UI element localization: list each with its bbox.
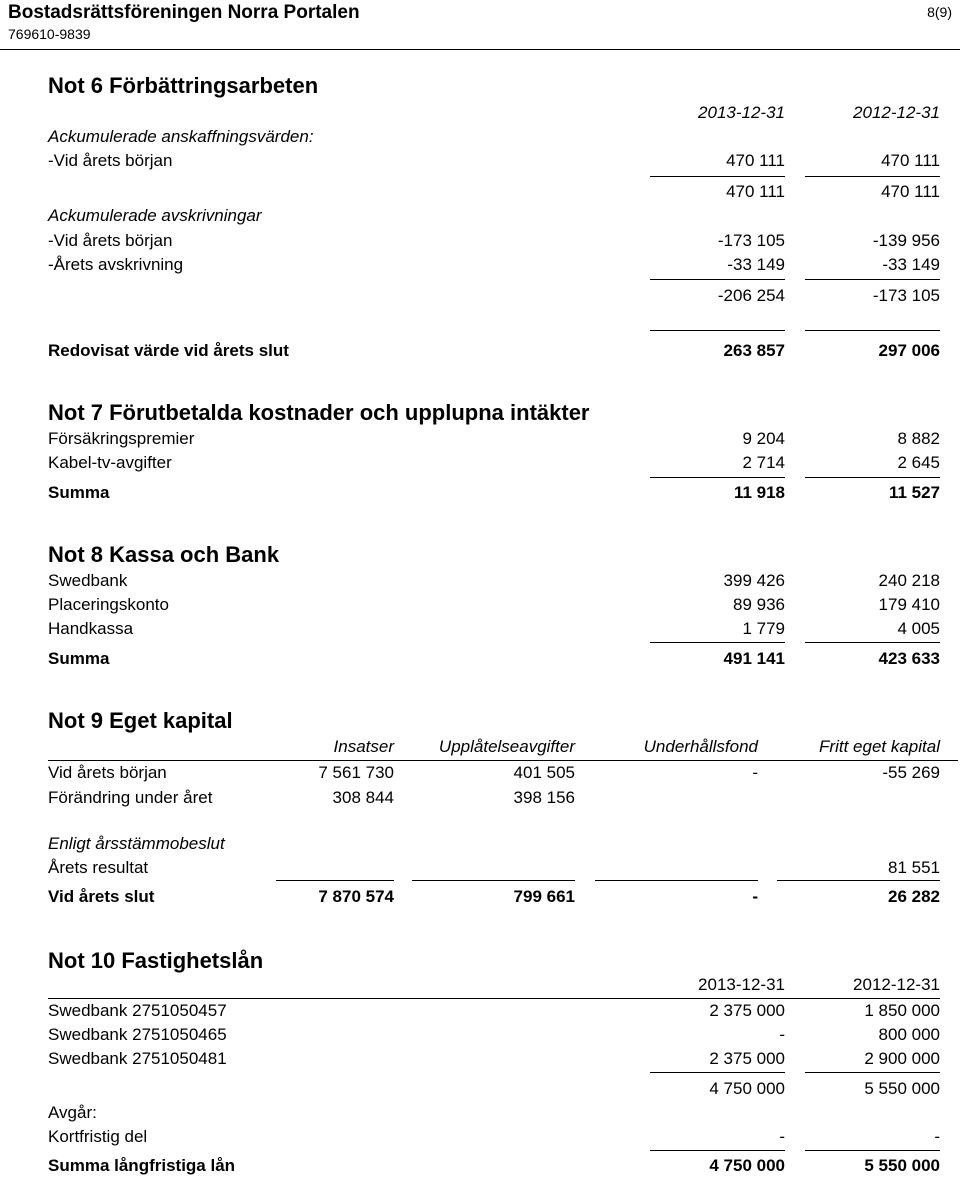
sum-rule (650, 1072, 785, 1073)
table-header-rule (48, 998, 940, 999)
note9-row-label: Vid årets början (48, 763, 167, 782)
note9-col-header: Fritt eget kapital (819, 737, 940, 756)
note8-sum-label: Summa (48, 649, 110, 668)
note7-row-label: Försäkringspremier (48, 429, 195, 448)
sum-rule (805, 279, 940, 280)
table-header-rule (48, 760, 958, 761)
note10-avgar-label: Avgår: (48, 1103, 97, 1122)
note10-row-value-2013: 2 375 000 (709, 1049, 785, 1068)
note8-row-value-2012: 240 218 (878, 571, 940, 590)
sum-rule (805, 1150, 940, 1151)
note6-row-label: -Årets avskrivning (48, 255, 184, 274)
note6-col-2012: 2012-12-31 (853, 103, 940, 122)
sum-rule (650, 279, 785, 280)
organization-number: 769610-9839 (8, 26, 91, 42)
note10-col-2012: 2012-12-31 (853, 975, 940, 994)
note9-stamma-label: Enligt årsstämmobeslut (48, 834, 225, 853)
note8-row-label: Handkassa (48, 619, 134, 638)
note9-col-header: Upplåtelseavgifter (438, 737, 575, 756)
note9-total-cell: - (752, 887, 758, 906)
note9-cell: 398 156 (513, 788, 575, 807)
note8-row-value-2013: 89 936 (733, 595, 785, 614)
note7-row-label: Kabel-tv-avgifter (48, 453, 172, 472)
sum-rule (650, 477, 785, 478)
note10-row-label: Kortfristig del (48, 1127, 148, 1146)
note9-cell: 308 844 (332, 788, 394, 807)
note9-cell: 7 561 730 (318, 763, 394, 782)
note10-total-label: Summa långfristiga lån (48, 1156, 236, 1175)
note6-row-value-2013: 470 111 (726, 151, 785, 170)
organization-name: Bostadsrättsföreningen Norra Portalen (8, 2, 360, 23)
note10-row-label: Swedbank 2751050465 (48, 1025, 227, 1044)
note10-subtotal-2012: 5 550 000 (864, 1079, 940, 1098)
sum-rule (777, 880, 940, 881)
note9-row-label: Årets resultat (48, 858, 149, 877)
note6-subtotal-2012: -173 105 (872, 286, 940, 305)
note6-total-label: Redovisat värde vid årets slut (48, 341, 289, 360)
note9-total-cell: 799 661 (513, 887, 575, 906)
note6-row-value-2012: -139 956 (872, 231, 940, 250)
sum-rule (805, 176, 940, 177)
note8-title: Not 8 Kassa och Bank (48, 542, 280, 567)
note6-subtotal-2013: 470 111 (726, 182, 785, 201)
note6-ack-avskr-label: Ackumulerade avskrivningar (48, 206, 262, 225)
note6-row-value-2012: -33 149 (882, 255, 940, 274)
note9-cell: - (752, 763, 758, 782)
note9-col-header: Insatser (333, 737, 394, 756)
note6-row-label: -Vid årets början (48, 231, 173, 250)
sum-rule (650, 176, 785, 177)
header-divider (0, 49, 960, 50)
note8-row-value-2012: 4 005 (897, 619, 940, 638)
note10-row-label: Swedbank 2751050481 (48, 1049, 227, 1068)
note7-sum-2013: 11 918 (733, 483, 785, 502)
sum-rule (650, 330, 785, 331)
note8-sum-2013: 491 141 (723, 649, 785, 668)
sum-rule (650, 642, 785, 643)
note9-cell: -55 269 (882, 763, 940, 782)
note8-row-value-2013: 399 426 (723, 571, 785, 590)
note10-row-value-2012: - (934, 1127, 940, 1146)
note6-row-value-2012: 470 111 (881, 151, 940, 170)
note6-row-value-2013: -33 149 (727, 255, 785, 274)
note8-row-value-2012: 179 410 (878, 595, 940, 614)
note6-ack-anskaff-label: Ackumulerade anskaffningsvärden: (48, 127, 314, 146)
note8-row-label: Swedbank (48, 571, 128, 590)
note9-total-cell: 7 870 574 (318, 887, 394, 906)
note6-subtotal-2013: -206 254 (717, 286, 785, 305)
note6-title: Not 6 Förbättringsarbeten (48, 73, 319, 98)
note10-row-value-2012: 2 900 000 (864, 1049, 940, 1068)
note7-sum-label: Summa (48, 483, 110, 502)
note10-total-2013: 4 750 000 (709, 1156, 785, 1175)
sum-rule (595, 880, 758, 881)
note9-cell: 401 505 (513, 763, 575, 782)
note7-row-value-2013: 2 714 (742, 453, 785, 472)
note9-cell: 81 551 (888, 858, 940, 877)
note6-subtotal-2012: 470 111 (881, 182, 940, 201)
note6-row-label: -Vid årets början (48, 151, 173, 170)
note10-total-2012: 5 550 000 (864, 1156, 940, 1175)
note10-row-value-2013: - (779, 1025, 785, 1044)
note9-total-cell: 26 282 (888, 887, 940, 906)
note10-title: Not 10 Fastighetslån (48, 948, 264, 973)
note7-title: Not 7 Förutbetalda kostnader och upplupna intäkter (48, 400, 590, 425)
note6-col-2013: 2013-12-31 (698, 103, 785, 122)
sum-rule (650, 1150, 785, 1151)
note10-row-value-2013: 2 375 000 (709, 1001, 785, 1020)
note10-row-value-2012: 800 000 (878, 1025, 940, 1044)
note10-row-value-2012: 1 850 000 (864, 1001, 940, 1020)
note7-row-value-2012: 8 882 (897, 429, 940, 448)
note6-total-2013: 263 857 (723, 341, 785, 360)
page-number: 8(9) (927, 4, 952, 20)
note7-sum-2012: 11 527 (888, 483, 940, 502)
note9-col-header: Underhållsfond (643, 737, 758, 756)
note10-subtotal-2013: 4 750 000 (709, 1079, 785, 1098)
note9-title: Not 9 Eget kapital (48, 708, 233, 733)
sum-rule (805, 642, 940, 643)
sum-rule (805, 1072, 940, 1073)
sum-rule (805, 330, 940, 331)
note6-row-value-2013: -173 105 (717, 231, 785, 250)
note9-total-label: Vid årets slut (48, 887, 155, 906)
note8-row-value-2013: 1 779 (742, 619, 785, 638)
note6-total-2012: 297 006 (878, 341, 940, 360)
note7-row-value-2013: 9 204 (742, 429, 785, 448)
note8-sum-2012: 423 633 (878, 649, 940, 668)
note9-row-label: Förändring under året (48, 788, 213, 807)
sum-rule (276, 880, 394, 881)
note7-row-value-2012: 2 645 (897, 453, 940, 472)
note10-row-value-2013: - (779, 1127, 785, 1146)
note10-col-2013: 2013-12-31 (698, 975, 785, 994)
sum-rule (805, 477, 940, 478)
note10-row-label: Swedbank 2751050457 (48, 1001, 227, 1020)
sum-rule (412, 880, 575, 881)
note8-row-label: Placeringskonto (48, 595, 169, 614)
